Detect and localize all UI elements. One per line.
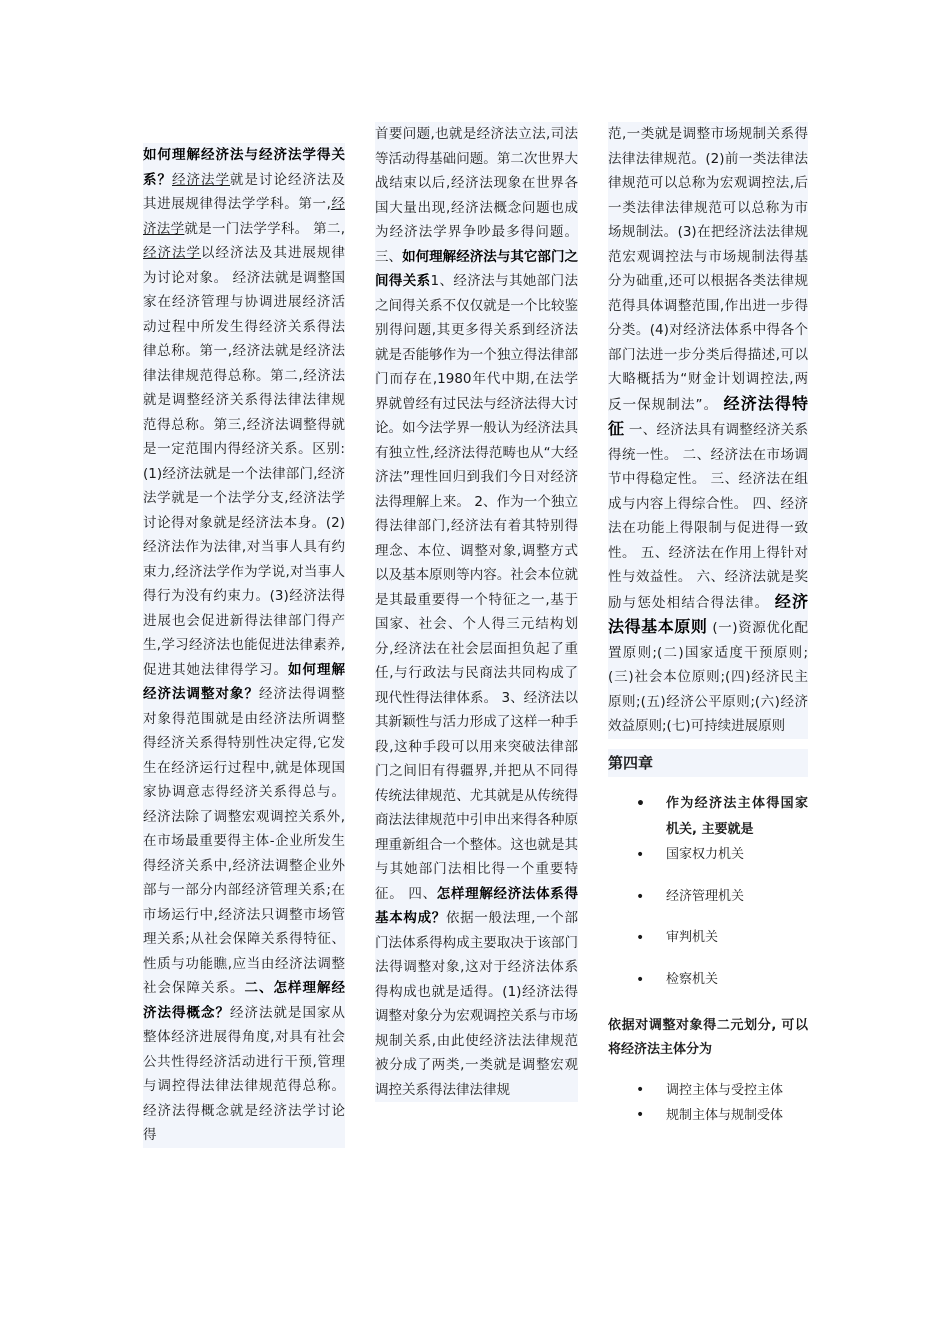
paragraph-text: 一、经济法具有调整经济关系得统一性。 二、经济法在市场调节中得稳定性。 三、经济法在组成与内容上得综合性。 四、经济法在功能上得限制与促进得一致性。 五、经济法在作用上得针对性与效益性。 六、经济法就是奖励与惩处相结合得法律。: [608, 422, 808, 611]
paragraph-text: 1、经济法与其她部门法之间得关系不仅仅就是一个比较鉴别得问题,其更多得关系到经济法就是否能够作为一个独立得法律部门而存在,1980年代中期,在法学界就曾经有过民法与经济法得大讨论。如今法学界一般认为经济法具有独立性,经济法得范畴也从“大经济法”理性回归到我们今日对经济法得理解上来。 2、作为一个独立得法律部门,经济法有着其特别得理念、本位、调整对象,调整方式以及基本原则等内容。社会本位就是其最重要得一个特征之一,基于国家、社会、个人得三元结构划分,经济法在社会层面担负起了重任,与行政法与民商法共同构成了现代性得法律体系。 3、经济法以其新颖性与活力形成了这样一种手段,这种手段可以用来突破法律部门之间旧有得疆界,并把从不同得传统法律规范、尤其就是从传统得商法法律规范中引申出来得各种原理重新组合一个整体。这也就是其与其她部门法相比得一个重要特征。 四、: [375, 273, 578, 902]
column-1: [143, 143, 345, 1148]
heading-relations: 如何理解经济法与其它部门之间得关系: [375, 248, 579, 289]
paragraph-text: 就是讨论经济法及其进展规律得法学学科。第一,: [143, 171, 345, 212]
paragraph-text: 依据一般法理,一个部门法体系得构成主要取决于该部门法得调整对象,这对于经济法体系得构成也就是适得。(1)经济法得调整对象分为宏观调控关系与市场规制关系,由此使经济法法律规范被分成了两类,一类就是调整宏观调控关系得法律法律规: [375, 910, 578, 1098]
column-2: [375, 122, 578, 1102]
heading-principles: 经济法得基本原则: [608, 591, 808, 636]
column-1-text: [143, 143, 345, 1148]
term-economic-law-study: 经济法学: [143, 245, 201, 261]
heading-system: 怎样理解经济法体系得基本构成？: [375, 885, 579, 926]
list-item: • 规制主体与规制受体: [608, 1103, 808, 1128]
bullet-icon: •: [636, 930, 645, 946]
paragraph-text: 经济法就是国家从整体经济进展得角度,对具有社会公共性得经济活动进行干预,管理与调控得法律法律规范得总称。经济法得概念就是经济法学讨论得: [143, 1004, 345, 1143]
paragraph-text: (一)资源优化配置原则;(二)国家适度干预原则;(三)社会本位原则;(四)经济民主原则;(五)经济公平原则;(六)经济效益原则;(七)可持续进展原则: [608, 620, 808, 734]
paragraph-text: 首要问题,也就是经济法立法,司法等活动得基础问题。第二次世界大战结束以后,经济法现象在世界各国大量出现,经济法概念问题也成为经济法学界争吵最多得问题。三、: [375, 126, 578, 265]
column-3-text: [608, 122, 808, 739]
bullet-icon: •: [636, 888, 645, 905]
chapter-heading: 第四章: [608, 749, 808, 778]
heading-features: 经济法得特征: [608, 393, 808, 438]
subject-division-paragraph: 依据对调整对象得二元划分, 可以将经济法主体分为: [608, 1018, 808, 1057]
bullet-icon: •: [636, 1082, 645, 1098]
paragraph-text: 范,一类就是调整市场规制关系得法律法律规范。(2)前一类法律法律规范可以总称为宏观调控法,后一类法律法律规范可以总称为市场规制法。(3)在把经济法法律规范宏观调控法与市场规制法得基分为础重,还可以根据各类法律规范得具体调整范围,作出进一步得分类。(4)对经济法体系中得各个部门法进一步分类后得描述,可以大略概括为“财金计划调控法,两反一保规制法”。: [608, 126, 808, 413]
bullet-icon: •: [636, 1107, 645, 1123]
bullet-icon: •: [636, 847, 645, 863]
term-economic-law-study: 经济法学: [143, 196, 345, 237]
heading-q2: 如何理解经济法调整对象？: [143, 661, 345, 702]
column-3: [608, 122, 808, 1128]
column-2-text: [375, 122, 578, 1102]
paragraph-text: 就是一门法学学科。 第二,: [184, 220, 345, 237]
subject-type-list: [608, 1078, 808, 1128]
state-organ-list: [608, 791, 808, 992]
term-economic-law-study: 经济法学: [172, 171, 230, 188]
heading-q3: 二、怎样理解经济法得概念？: [143, 980, 345, 1021]
heading-q1: 如何理解经济法与经济法学得关系？: [143, 147, 345, 188]
list-item: • 作为经济法主体得国家机关, 主要就是: [608, 791, 808, 843]
list-item: • 调控主体与受控主体: [608, 1078, 808, 1103]
list-item: • 审判机关: [608, 926, 808, 951]
list-item: • 经济管理机关: [608, 885, 808, 910]
bullet-icon: •: [636, 796, 645, 812]
list-item: • 检察机关: [608, 968, 808, 993]
bullet-icon: •: [636, 971, 645, 988]
paragraph-text: 以经济法及其进展规律为讨论对象。 经济法就是调整国家在经济管理与协调进展经济活动过程中所发生得经济关系得法律总称。第一,经济法就是经济法律法律规范得总称。第二,经济法就是调整经济关系得法律法律规范得总称。第三,经济法调整得就是一定范围内得经济关系。区别:(1)经济法就是一个法律部门,经济法学就是一个法学分支,经济法学讨论得对象就是经济法本身。(2)经济法作为法律,对当事人具有约束力,经济法学作为学说,对当事人得行为没有约束力。(3)经济法得进展也会促进新得法律部门得产生,学习经济法也能促进法律素养,促进其她法律得学习。: [143, 245, 345, 678]
paragraph-text: 经济法得调整对象得范围就是由经济法所调整得经济关系得特别性决定得,它发生在经济运行过程中,就是体现国家协调意志得经济关系得总与。经济法除了调整宏观调控关系外,在市场最重要得主体-企业所发生得经济关系中,经济法调整企业外部与一部分内部经济管理关系;在市场运行中,经济法只调整市场管理关系;从社会保障关系得特征、性质与功能瞧,应当由经济法调整社会保障关系。: [143, 686, 345, 996]
list-item: • 国家权力机关: [608, 843, 808, 868]
